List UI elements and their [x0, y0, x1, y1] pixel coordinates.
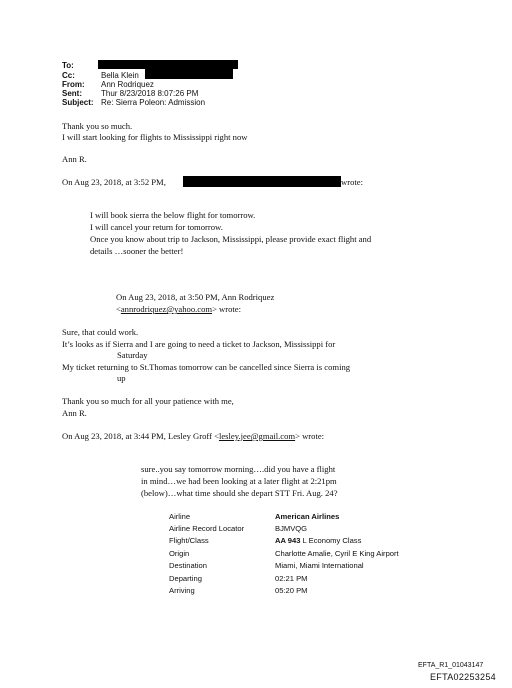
from-value: Ann Rodriquez — [101, 80, 154, 89]
quote2-email-close: > wrote: — [212, 304, 242, 314]
quote3-wrote: > wrote: — [295, 431, 325, 441]
quote2-email-link[interactable]: annrodriquez@yahoo.com — [120, 304, 213, 314]
flight-label-destination: Destination — [169, 561, 207, 570]
from-label: From: — [62, 80, 85, 89]
flight-label-arriving: Arriving — [169, 586, 195, 595]
flight-label-departing: Departing — [169, 574, 202, 583]
sent-label: Sent: — [62, 89, 82, 98]
quote2-on-line: On Aug 23, 2018, at 3:50 PM, Ann Rodriquez — [116, 292, 275, 302]
quote3-on-text: On Aug 23, 2018, at 3:44 PM, Lesley Groff < — [62, 431, 219, 441]
flight-value-class — [275, 536, 361, 545]
flight-label-origin: Origin — [169, 549, 190, 558]
reply2-line1: Sure, that could work. — [62, 327, 139, 337]
quote1-line3: Once you know about trip to Jackson, Mississippi, please provide exact flight and — [90, 234, 372, 244]
flight-value-locator: BJMVQG — [275, 524, 308, 533]
quote3-on-line — [62, 431, 324, 442]
quote3-email-link[interactable]: lesley.jee@gmail.com — [218, 431, 296, 441]
quote2-email-line — [116, 304, 241, 315]
quote1-wrote: wrote: — [341, 177, 363, 187]
flight-value-origin: Charlotte Amalie, Cyril E King Airport — [275, 549, 399, 558]
reply2-line4: My ticket returning to St.Thomas tomorrow can be cancelled since Sierra is coming — [62, 362, 351, 372]
cc-label: Cc: — [62, 71, 75, 80]
flight-class: L Economy Class — [300, 536, 362, 545]
redaction-sender — [183, 176, 341, 187]
to-label: To: — [62, 61, 74, 70]
footer-bates-small: EFTA_R1_01043147 — [418, 662, 484, 669]
subject-label: Subject: — [62, 98, 94, 107]
reply1-line2: I will start looking for flights to Mississippi right now — [62, 132, 248, 142]
quote1-on-line: On Aug 23, 2018, at 3:52 PM, — [62, 177, 166, 187]
flight-value-departing: 02:21 PM — [275, 574, 308, 583]
flight-number: AA 943 — [275, 536, 301, 545]
sent-value: Thur 8/23/2018 8:07:26 PM — [101, 89, 199, 98]
reply2-line2: It’s looks as if Sierra and I are going to need a ticket to Jackson, Mississippi for — [62, 339, 336, 349]
reply1-line1: Thank you so much. — [62, 121, 133, 131]
footer-bates-large: EFTA02253254 — [430, 672, 496, 682]
flight-value-destination: Miami, Miami International — [275, 561, 364, 570]
reply2-line5: up — [117, 373, 126, 383]
reply1-signature: Ann R. — [62, 154, 87, 164]
redaction-cc — [145, 69, 233, 79]
flight-label-airline: Airline — [169, 512, 191, 521]
flight-label-locator: Airline Record Locator — [169, 524, 245, 533]
reply2-line6: Thank you so much for all your patience with me, — [62, 396, 234, 406]
quote1-line4: details …sooner the better! — [90, 246, 184, 256]
quote2-email-open: < — [116, 304, 121, 314]
quote1-line1: I will book sierra the below flight for tomorrow. — [90, 210, 256, 220]
quote1-line2: I will cancel your return for tomorrow. — [90, 222, 223, 232]
cc-value: Bella Klein — [101, 71, 139, 80]
redaction-to — [98, 60, 238, 69]
flight-value-arriving: 05:20 PM — [275, 586, 308, 595]
reply2-line3: Saturday — [117, 350, 148, 360]
flight-value-airline: American Airlines — [275, 512, 340, 521]
quote3-line1: sure..you say tomorrow morning….did you have a flight — [141, 464, 336, 474]
subject-value: Re: Sierra Poleon: Admission — [101, 98, 206, 107]
reply2-signature: Ann R. — [62, 408, 87, 418]
quote3-line3: (below)…what time should she depart STT Fri. Aug. 24? — [141, 488, 338, 498]
quote3-line2: in mind…we had been looking at a later flight at 2:21pm — [141, 476, 337, 486]
flight-label-class: Flight/Class — [169, 536, 209, 545]
